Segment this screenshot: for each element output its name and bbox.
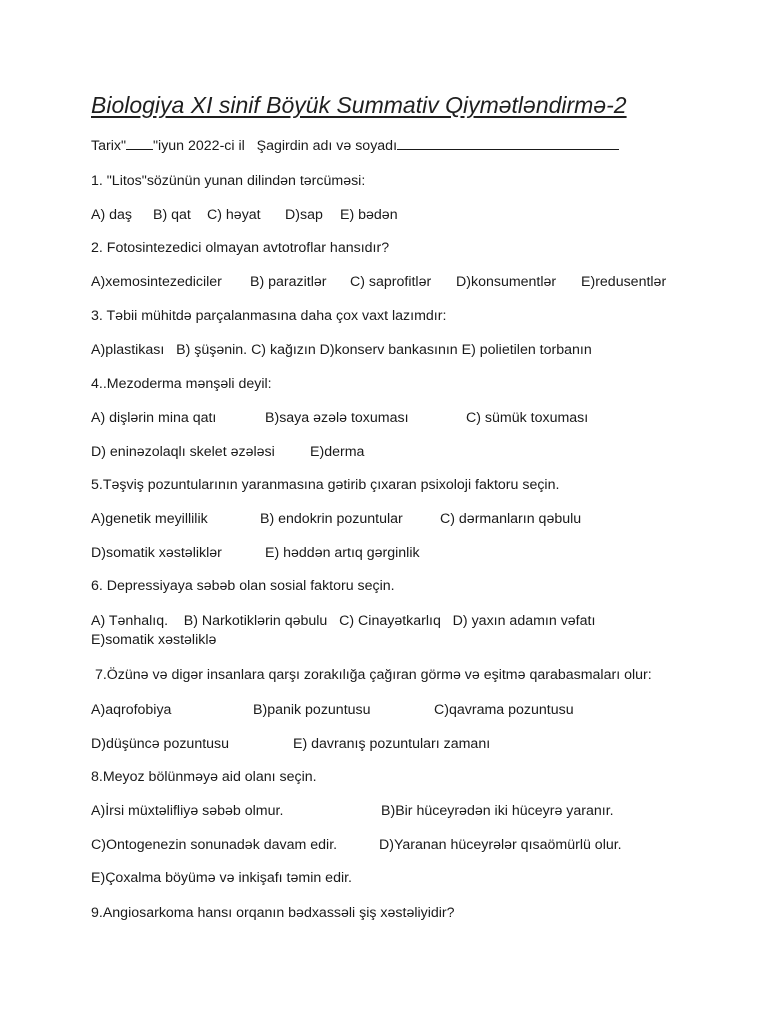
q2-option-b: B) parazitlər [250,274,327,290]
question-3: 3. Təbii mühitdə parçalanmasına daha çox vaxt lazımdır: [91,308,447,324]
question-7-options-row1 [91,701,711,719]
q7-option-a: A)aqrofobiya [91,702,172,718]
question-7: 7.Özünə və digər insanlara qarşı zorakılığa çağıran görmə və eşitmə qarabasmaları olur: [91,667,652,683]
question-4-options-row1 [91,409,711,427]
question-6-options-cont: E)somatik xəstəliklə [91,632,217,648]
question-5-options-row1 [91,510,711,528]
question-3-options: A)plastikası B) şüşənin. C) kağızın D)konserv bankasının E) polietilen torbanın [91,342,592,358]
q5-option-c: C) dərmanların qəbulu [440,511,582,527]
question-8-options-row2 [91,836,711,854]
student-name-label: Şagirdin adı və soyadı [256,138,398,154]
question-2: 2. Fotosintezedici olmayan avtotroflar hansıdır? [91,240,390,256]
q7-option-c: C)qavrama pozuntusu [434,702,574,718]
document-title: Biologiya XI sinif Böyük Summativ Qiymətləndirmə-2 [91,92,627,118]
question-1-options [91,206,691,224]
q4-option-d: D) eninəzolaqlı skelet əzələsi [91,444,275,460]
question-1: 1. "Litos"sözünün yunan dilindən tərcüməsi: [91,173,366,189]
q2-option-a: A)xemosintezediciler [91,274,222,290]
question-5: 5.Təşviş pozuntularının yaranmasına gətirib çıxaran psixoloji faktoru seçin. [91,477,560,493]
q2-option-d: D)konsumentlər [456,274,557,290]
question-4: 4..Mezoderma mənşəli deyil: [91,376,272,392]
question-7-options-row2 [91,735,711,753]
question-8-options-row1 [91,802,711,820]
q7-option-b: B)panik pozuntusu [253,702,371,718]
question-4-options-row2 [91,443,711,461]
q5-option-a: A)genetik meyillilik [91,511,208,527]
q7-option-d: D)düşüncə pozuntusu [91,736,230,752]
q2-option-c: C) saprofitlər [350,274,432,290]
q1-option-d: D)sap [285,207,323,223]
q1-option-c: C) həyat [207,207,261,223]
q2-option-e: E)redusentlər [581,274,667,290]
q1-option-b: B) qat [153,207,191,223]
q5-option-e: E) həddən artıq gərginlik [265,545,420,561]
q4-option-c: C) sümük toxuması [466,410,589,426]
question-2-options [91,273,711,291]
q8-option-a: A)İrsi müxtəlifliyə səbəb olmur. [91,803,284,819]
q4-option-a: A) dişlərin mina qatı [91,410,217,426]
student-name-blank [397,137,619,150]
question-8: 8.Meyoz bölünməyə aid olanı seçin. [91,769,317,785]
q4-option-e: E)derma [310,444,365,460]
q4-option-b: B)saya əzələ toxuması [265,410,409,426]
q1-option-a: A) daş [91,207,133,223]
question-5-options-row2 [91,544,711,562]
date-prefix: Tarix" [91,138,126,154]
q1-option-e: E) bədən [340,207,398,223]
q8-option-b: B)Bir hüceyrədən iki hüceyrə yaranır. [381,803,614,819]
date-blank [126,137,153,150]
q8-option-d: D)Yaranan hüceyrələr qısaömürlü olur. [379,837,622,853]
header-line [91,137,619,155]
q8-option-c: C)Ontogenezin sonunadək davam edir. [91,837,338,853]
question-6: 6. Depressiyaya səbəb olan sosial faktoru seçin. [91,578,395,594]
date-suffix: "iyun 2022-ci il [153,138,245,154]
question-9: 9.Angiosarkoma hansı orqanın bədxassəli şiş xəstəliyidir? [91,905,455,921]
q5-option-b: B) endokrin pozuntular [260,511,403,527]
question-6-options: A) Tənhalıq. B) Narkotiklərin qəbulu C) Cinayətkarlıq D) yaxın adamın vəfatı [91,613,596,629]
q8-option-e: E)Çoxalma böyümə və inkişafı təmin edir. [91,870,352,886]
q5-option-d: D)somatik xəstəliklər [91,545,222,561]
q7-option-e: E) davranış pozuntuları zamanı [293,736,491,752]
